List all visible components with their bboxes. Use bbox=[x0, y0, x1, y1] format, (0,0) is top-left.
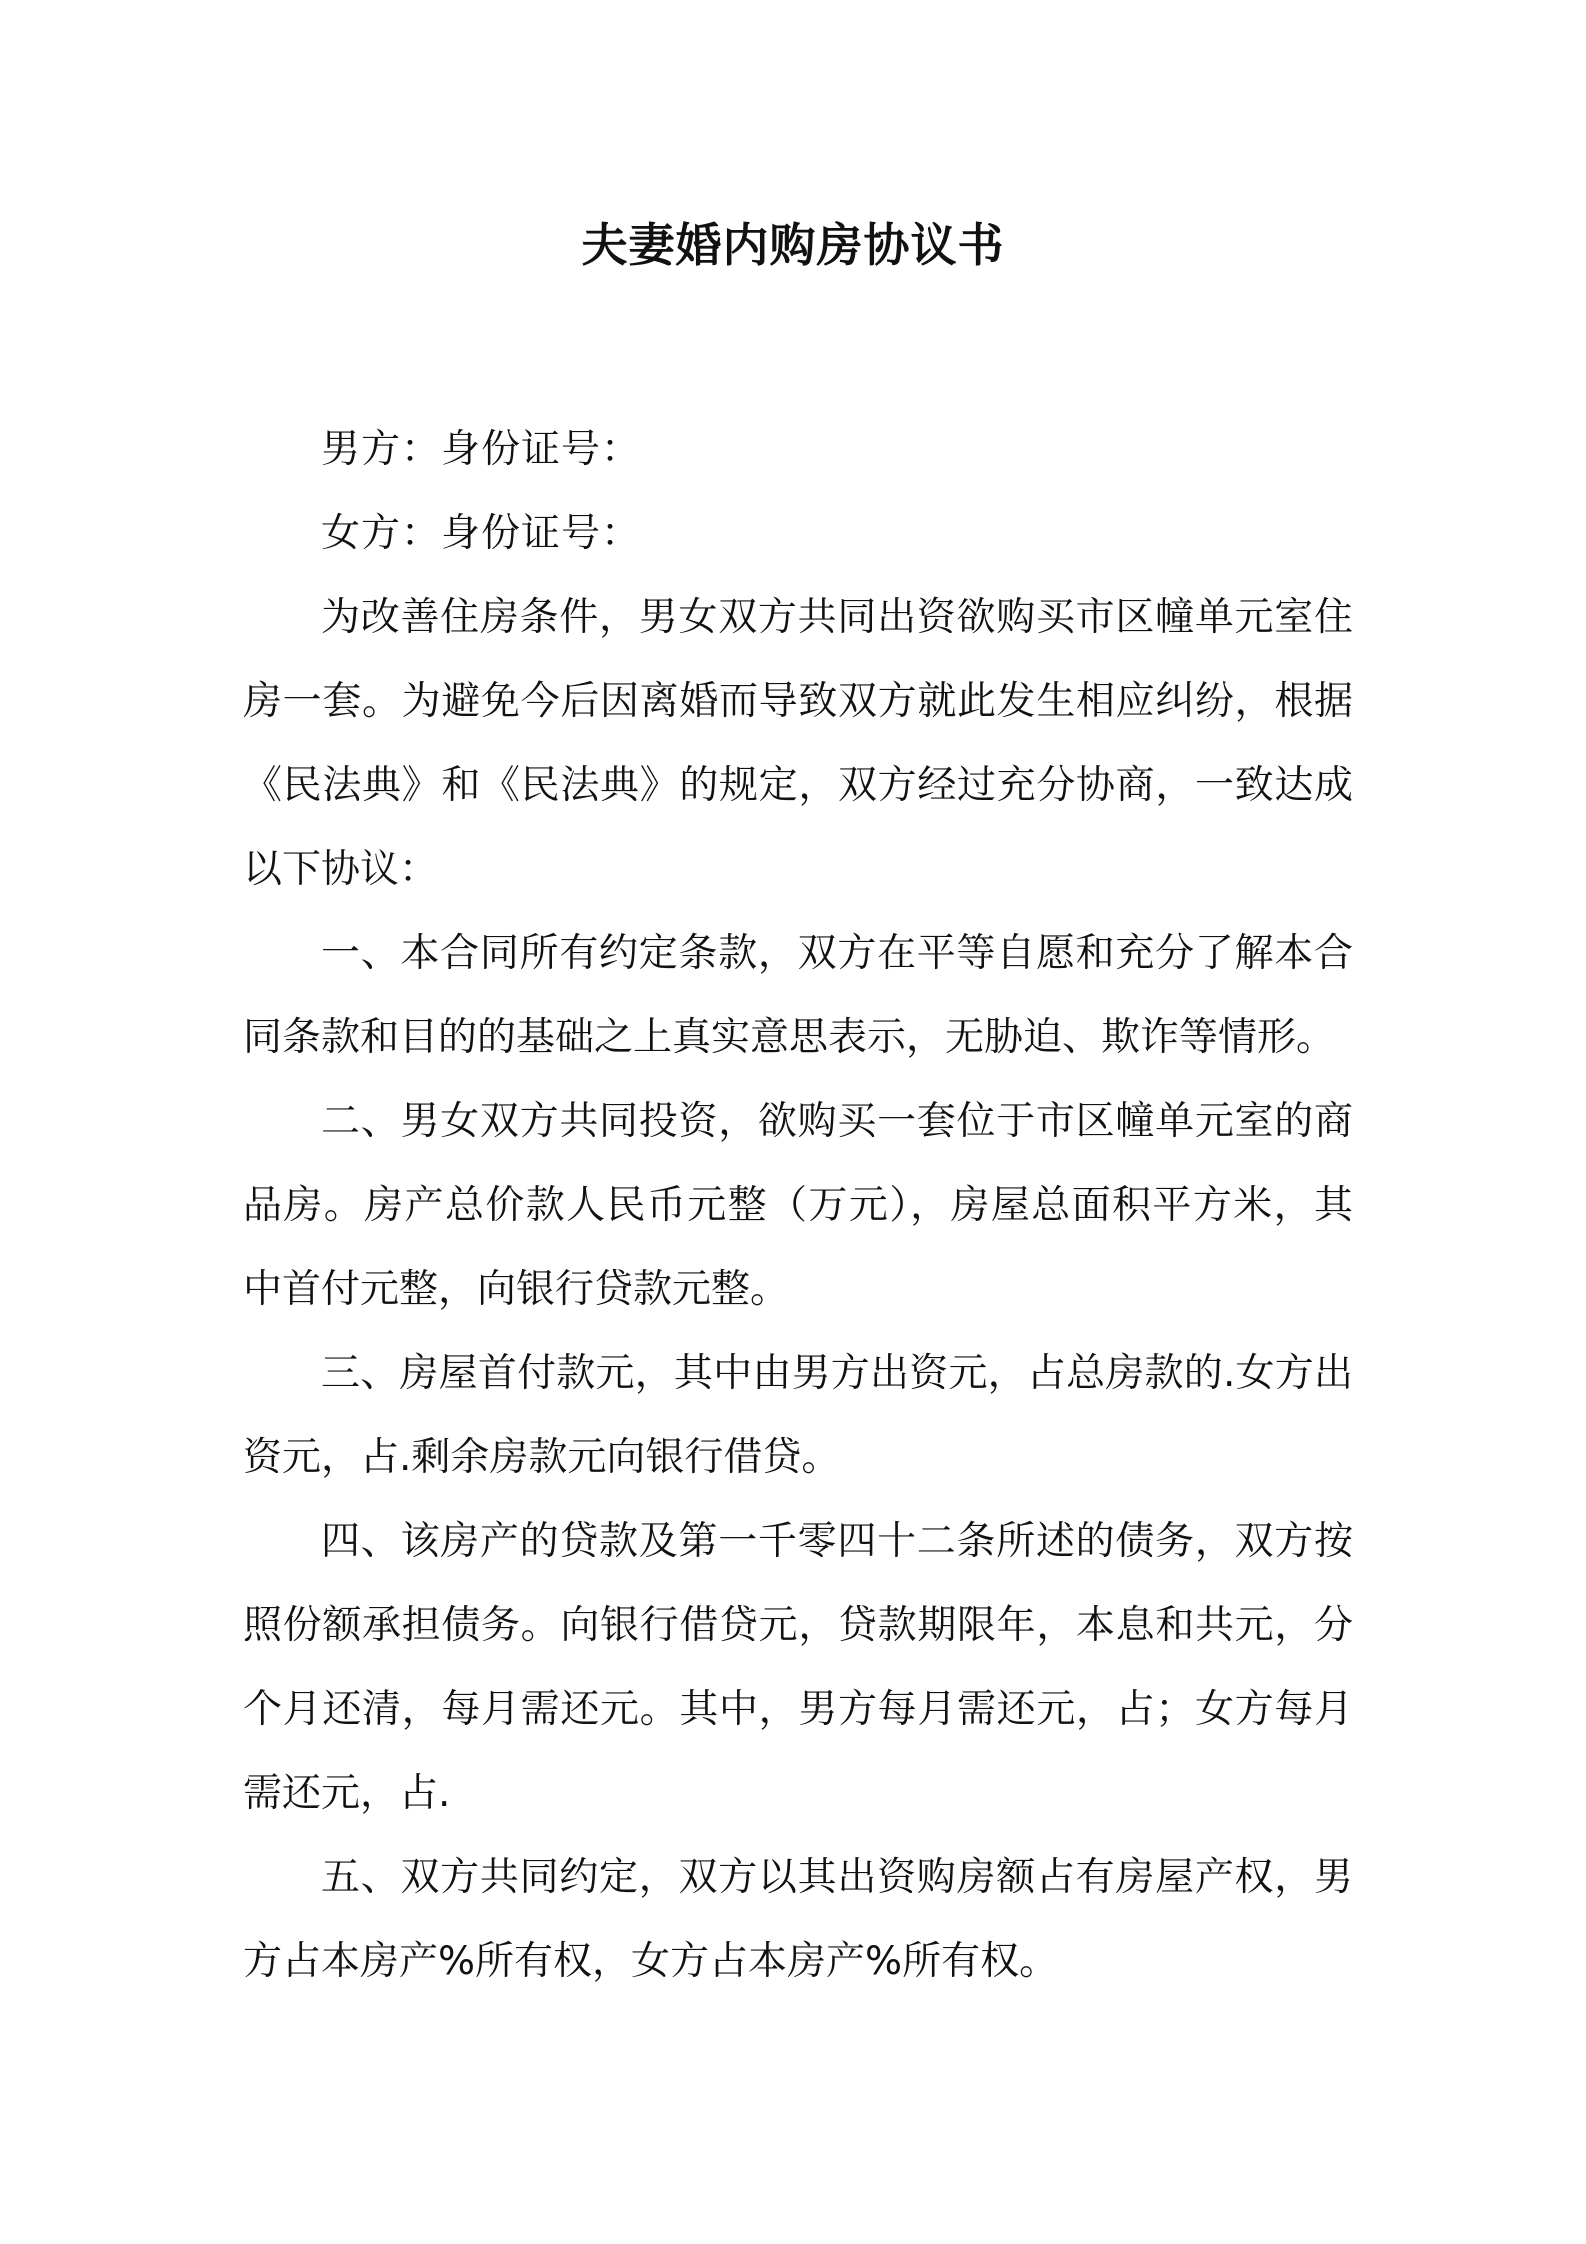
clause-5: 五、双方共同约定，双方以其出资购房额占有房屋产权，男方占本房产%所有权，女方占本房产%所有权。 bbox=[243, 1855, 1353, 1984]
clause-1: 一、本合同所有约定条款，双方在平等自愿和充分了解本合同条款和目的的基础之上真实意思表示，无胁迫、欺诈等情形。 bbox=[243, 931, 1353, 1060]
clause-3: 三、房屋首付款元，其中由男方出资元，占总房款的.女方出资元，占.剩余房款元向银行借贷。 bbox=[243, 1351, 1353, 1480]
male-party-line: 男方：身份证号： bbox=[321, 427, 642, 472]
preamble-paragraph: 为改善住房条件，男女双方共同出资欲购买市区幢单元室住房一套。为避免今后因离婚而导致双方就此发生相应纠纷，根据《民法典》和《民法典》的规定，双方经过充分协商，一致达成以下协议： bbox=[243, 595, 1353, 892]
clause-2: 二、男女双方共同投资，欲购买一套位于市区幢单元室的商品房。房产总价款人民币元整（万元），房屋总面积平方米，其中首付元整，向银行贷款元整。 bbox=[243, 1099, 1353, 1312]
document-title: 夫妻婚内购房协议书 bbox=[581, 218, 1005, 272]
clause-4: 四、该房产的贷款及第一千零四十二条所述的债务，双方按照份额承担债务。向银行借贷元，贷款期限年，本息和共元，分个月还清，每月需还元。其中，男方每月需还元，占；女方每月需还元，占. bbox=[243, 1519, 1353, 1816]
document-body bbox=[243, 408, 1353, 2004]
female-party-line: 女方：身份证号： bbox=[321, 511, 642, 556]
